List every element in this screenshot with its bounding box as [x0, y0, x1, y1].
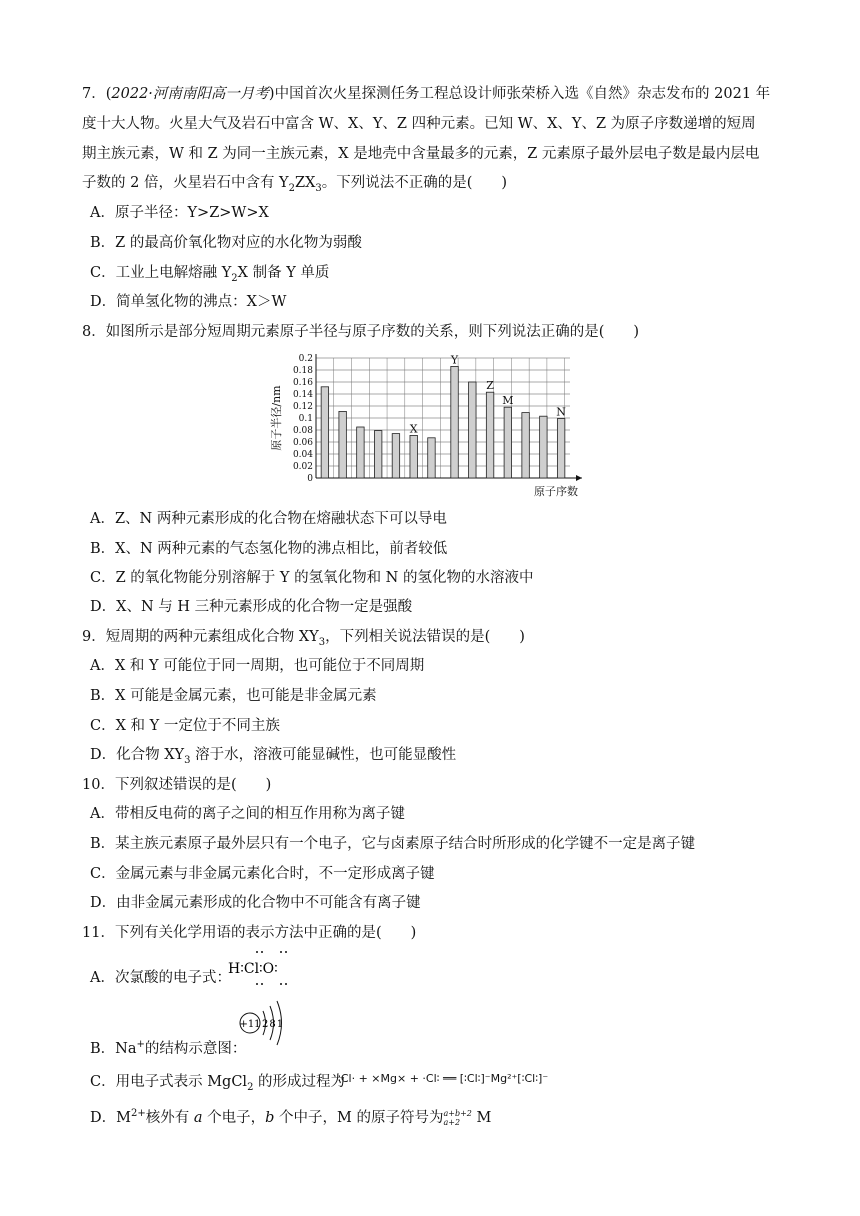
q8-option-c: C．Z 的氧化物能分别溶解于 Y 的氢氧化物和 N 的氢化物的水溶液中	[90, 570, 534, 586]
q11-option-b: B．Na+的结构示意图：	[90, 1039, 247, 1057]
y-tick-label: 0.08	[292, 426, 313, 436]
atomic-radius-bar-chart	[268, 350, 588, 500]
q7-option-c: C．工业上电解熔融 $Y_2X$ 制备 Y 单质	[90, 265, 330, 284]
bar	[540, 416, 547, 478]
atomic-symbol-indices: a+b+2 a+2	[443, 1109, 472, 1127]
q8-option-d: D．X、N 与 H 三种元素形成的化合物一定是强酸	[90, 599, 413, 615]
bar-element-label: M	[502, 394, 514, 408]
y-tick-label: 0.14	[292, 390, 313, 400]
q10-option-a: A．带相反电荷的离子之间的相互作用称为离子键	[90, 806, 405, 822]
bar	[321, 387, 328, 478]
bar	[410, 435, 417, 478]
bar	[428, 438, 435, 478]
q11-option-a: A．次氯酸的电子式：	[90, 970, 231, 986]
q9-option-b: B．X 可能是金属元素，也可能是非金属元素	[90, 688, 377, 704]
bar	[357, 427, 364, 478]
q9-option-c: C．X 和 Y 一定位于不同主族	[90, 718, 280, 734]
hypochlorous-electron-formula	[226, 948, 306, 990]
q9-stem: 9．短周期的两种元素组成化合物 $XY_3$，下列相关说法错误的是( )	[82, 629, 525, 648]
y-tick-label: 0	[307, 474, 313, 484]
y-tick-label: 0.12	[292, 402, 313, 412]
bar-element-label: X	[409, 422, 418, 436]
q7-option-d: D．简单氢化物的沸点：X＞W	[90, 294, 287, 310]
y-tick-label: 0.2	[298, 354, 313, 364]
hypochlorous-formula-text: H∶Cl∶O∶	[228, 961, 278, 977]
bar-element-label: Z	[486, 379, 494, 393]
q11-option-d: D．$M^{2+}$核外有 a 个电子，b 个中子，M 的原子符号为 a+b+2 a+2 M	[90, 1108, 492, 1127]
q8-stem: 8．如图所示是部分短周期元素原子半径与原子序数的关系，则下列说法正确的是( )	[82, 324, 640, 340]
bar-element-label: N	[556, 405, 566, 419]
bar	[469, 382, 476, 478]
nucleus-charge: +11	[239, 1019, 261, 1030]
q7-stem-line-3: 期主族元素，W 和 Z 为同一主族元素，X 是地壳中含量最多的元素，Z 元素原子最外层电子数是最内层电	[82, 146, 760, 162]
y-axis-label: 原子半径/nm	[270, 385, 283, 451]
q7-stem-line-2: 度十大人物。火星大气及岩石中富含 W、X、Y、Z 四种元素。已知 W、X、Y、Z 为原子序数递增的短周	[82, 116, 756, 132]
q9-option-d: D．化合物 $XY_3$ 溶于水，溶液可能显碱性，也可能显酸性	[90, 747, 457, 766]
mgcl2-formation-equation: ∶Cl· + ×Mg× + ·Cl∶ ══ [∶Cl∶]⁻Mg²⁺[∶Cl∶]⁻	[338, 1072, 549, 1085]
y-tick-label: 0.1	[298, 414, 313, 424]
q7-source: 2022·河南南阳高一月考	[111, 86, 269, 102]
q10-stem: 10．下列叙述错误的是( )	[82, 777, 272, 793]
q10-option-b: B．某主族元素原子最外层只有一个电子，它与卤素原子结合时所形成的化学键不一定是离子键	[90, 836, 696, 852]
x-axis-label: 原子序数	[534, 485, 578, 498]
q7-stem-line-4: 子数的 2 倍，火星岩石中含有 $Y_2ZX_3$。下列说法不正确的是( )	[82, 175, 508, 194]
sodium-ion-structure-diagram	[236, 996, 292, 1050]
y-tick-label: 0.18	[292, 366, 313, 376]
q11-option-c: C．用电子式表示 MgCl$_2$ 的形成过程为	[90, 1074, 346, 1093]
bar	[557, 419, 564, 478]
q10-option-c: C．金属元素与非金属元素化合时，不一定形成离子键	[90, 866, 435, 882]
q8-option-a: A．Z、N 两种元素形成的化合物在熔融状态下可以导电	[90, 511, 447, 527]
bar	[392, 434, 399, 478]
electron-shells: 281	[262, 1019, 285, 1030]
bar	[339, 411, 346, 478]
bar	[522, 413, 529, 478]
y-tick-label: 0.06	[292, 438, 313, 448]
q7-stem-line-1: 7．(2022·河南南阳高一月考)中国首次火星探测任务工程总设计师张荣桥入选《自然》杂志发布的 2021 年	[82, 86, 771, 102]
q9-option-a: A．X 和 Y 可能位于同一周期，也可能位于不同周期	[90, 658, 425, 674]
bar	[504, 407, 511, 478]
bar	[374, 431, 381, 478]
q10-option-d: D．由非金属元素形成的化合物中不可能含有离子键	[90, 895, 421, 911]
y-tick-label: 0.04	[292, 450, 313, 460]
q7-option-a: A．原子半径：Y>Z>W>X	[90, 205, 269, 221]
q8-option-b: B．X、N 两种元素的气态氢化物的沸点相比，前者较低	[90, 541, 448, 557]
y-tick-label: 0.02	[292, 462, 313, 472]
q11-stem: 11．下列有关化学用语的表示方法中正确的是( )	[82, 925, 417, 941]
bar	[486, 392, 493, 478]
x-axis-arrow-icon	[576, 475, 582, 481]
q7-option-b: B．Z 的最高价氧化物对应的水化物为弱酸	[90, 235, 362, 251]
bar	[451, 366, 458, 478]
y-tick-label: 0.16	[292, 378, 313, 388]
bar-element-label: Y	[450, 353, 459, 367]
